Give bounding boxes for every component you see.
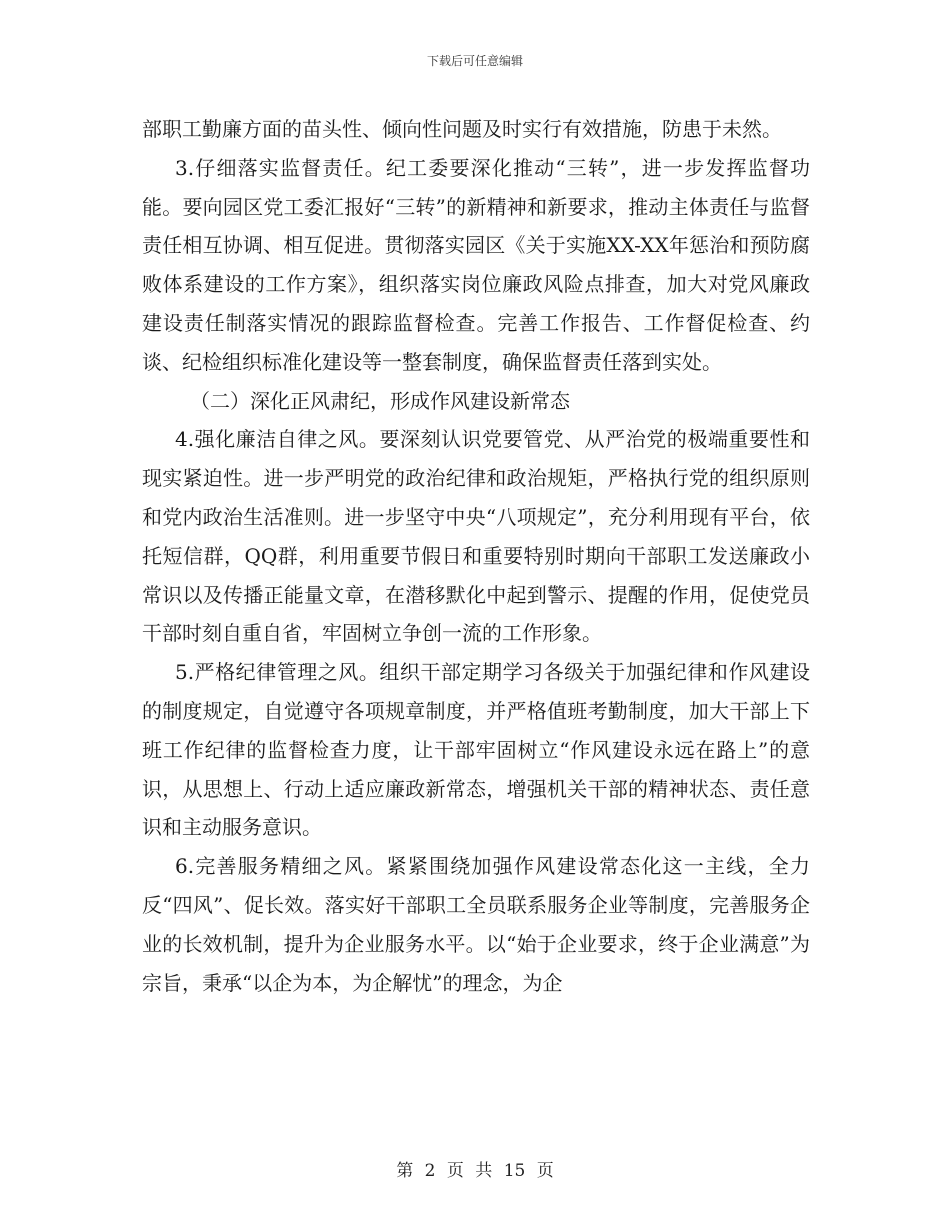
paragraph-item-5: 5.严格纪律管理之风。组织干部定期学习各级关于加强纪律和作风建设的制度规定，自觉遵守各项规章制度，并严格值班考勤制度，加大干部上下班工作纪律的监督检查力度，让干部牢固树立“作风建设永远在路上”的意识，从思想上、行动上适应廉政新常态，增强机关干部的精神状态、责任意识和主动服务意识。 (142, 660, 810, 840)
paragraph-item-4: 4.强化廉洁自律之风。要深刻认识党要管党、从严治党的极端重要性和现实紧迫性。进一步严明党的政治纪律和政治规矩，严格执行党的组织原则和党内政治生活准则。进一步坚守中央“八项规定”，充分利用现有平台，依托短信群，QQ群，利用重要节假日和重要特别时期向干部职工发送廉政小常识以及传播正能量文章，在潜移默化中起到警示、提醒的作用，促使党员干部时刻自重自省，牢固树立争创一流的工作形象。 (142, 427, 810, 646)
paragraph-continuation: 部职工勤廉方面的苗头性、倾向性问题及时实行有效措施，防患于未然。 (142, 117, 782, 141)
section-heading: （二）深化正风肃纪，形成作风建设新常态 (190, 388, 570, 413)
paragraph-item-6: 6.完善服务精细之风。紧紧围绕加强作风建设常态化这一主线，全力反“四风”、促长效。落实好干部职工全员联系服务企业等制度，完善服务企业的长效机制，提升为企业服务水平。以“始于企业要求，终于企业满意”为宗旨，秉承“以企为本，为企解忧”的理念，为企 (142, 854, 810, 995)
page-header: 下载后可任意编辑 (426, 54, 523, 68)
paragraph-item-3: 3.仔细落实监督责任。纪工委要深化推动“三转”，进一步发挥监督功能。要向园区党工委汇报好“三转”的新精神和新要求，推动主体责任与监督责任相互协调、相互促进。贯彻落实园区《关于实施XX-XX年惩治和预防腐败体系建设的工作方案》，组织落实岗位廉政风险点排查，加大对党风廉政建设责任制落实情况的跟踪监督检查。完善工作报告、工作督促检查、约谈、纪检组织标准化建设等一整套制度，确保监督责任落到实处。 (142, 155, 810, 374)
document-body (142, 110, 810, 1002)
page-footer: 第 2 页 共 15 页 (396, 1161, 554, 1181)
